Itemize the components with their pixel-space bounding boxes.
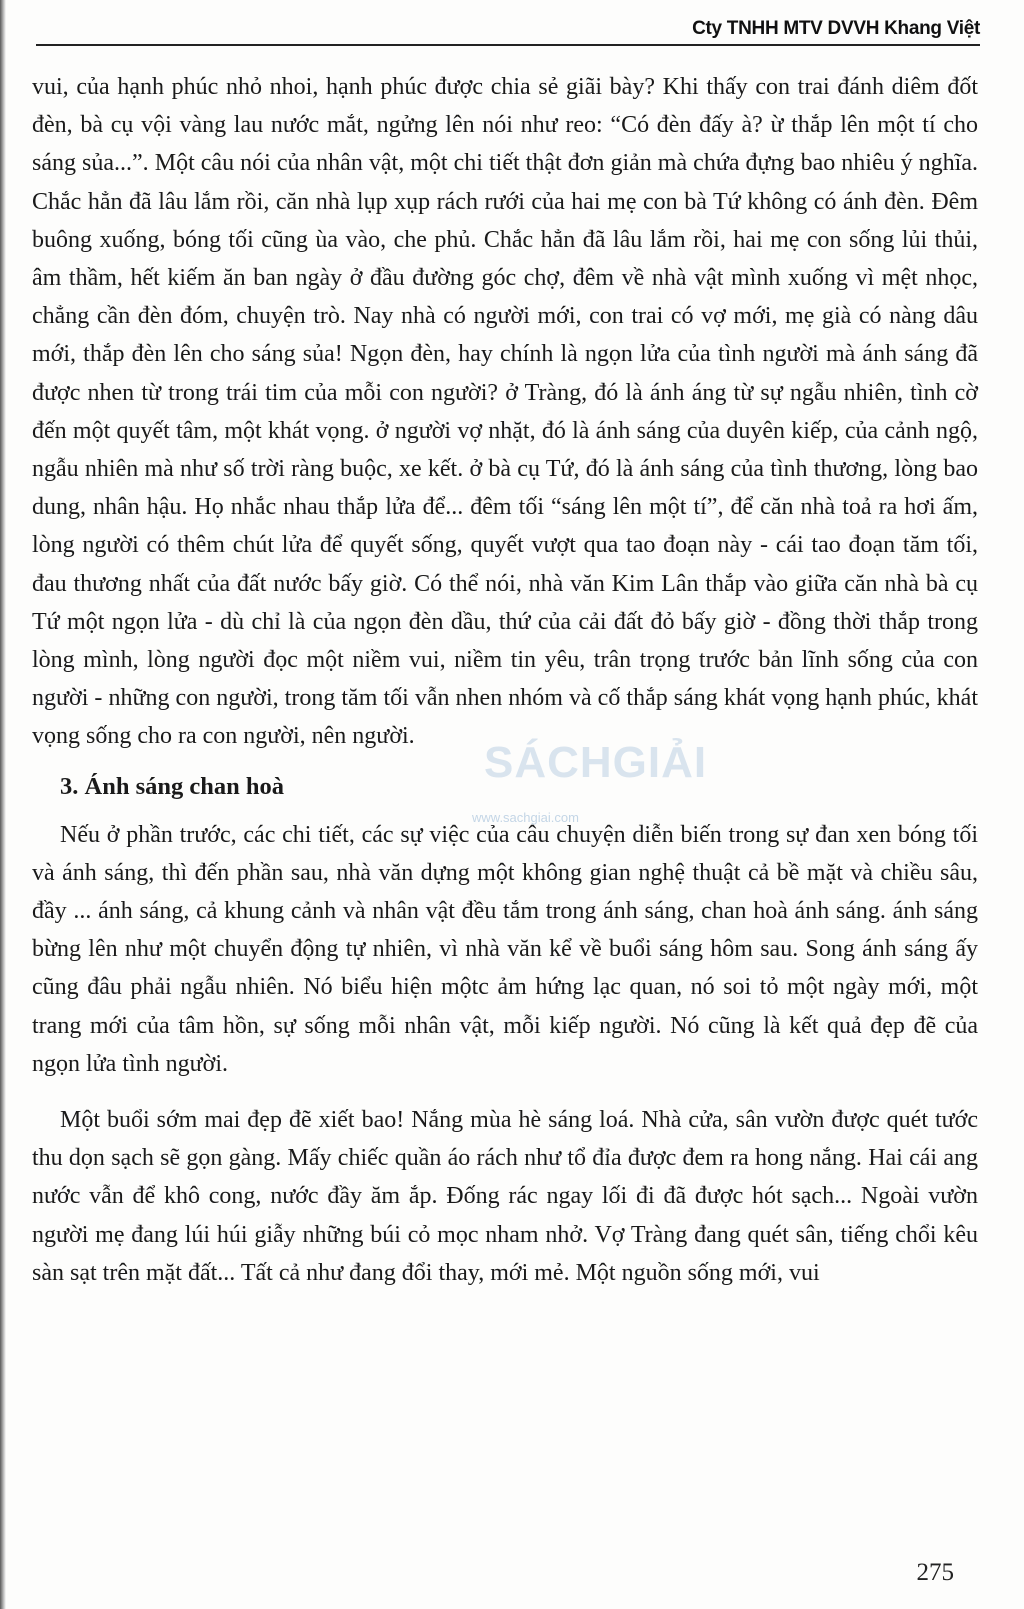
publisher-name: Cty TNHH MTV DVVH Khang Việt bbox=[692, 18, 980, 39]
section-heading: 3. Ánh sáng chan hoà bbox=[60, 772, 284, 800]
watermark-url: www.sachgiai.com bbox=[472, 810, 579, 825]
page-number: 275 bbox=[916, 1559, 954, 1586]
page-body bbox=[32, 68, 978, 1292]
body-paragraph-1: vui, của hạnh phúc nhỏ nhoi, hạnh phúc được chia sẻ giãi bày? Khi thấy con trai đánh diêm đốt đèn, bà cụ vội vàng lau nước mắt, ngửng lên nói như reo: “Có đèn đấy à? ừ thắp lên một tí cho sáng sủa...”. Một câu nói của nhân vật, một chi tiết thật đơn giản mà chứa đựng bao nhiêu ý nghĩa. Chắc hẳn đã lâu lắm rồi, căn nhà lụp xụp rách rưới của hai mẹ con bà Tứ không có ánh đèn. Đêm buông xuống, bóng tối cũng ùa vào, che phủ. Chắc hẳn đã lâu lắm rồi, hai mẹ con sống lủi thủi, âm thầm, hết kiếm ăn ban ngày ở đầu đường góc chợ, đêm về nhà vật mình xuống vì mệt nhọc, chẳng cần đèn đóm, chuyện trò. Nay nhà có người mới, con trai có vợ mới, mẹ già có nàng dâu mới, thắp đèn lên cho sáng sủa! Ngọn đèn, hay chính là ngọn lửa của tình người mà ánh sáng đã được nhen từ trong trái tim của mỗi con người? ở Tràng, đó là ánh áng từ sự ngẫu nhiên, tình cờ đến một quyết tâm, một khát vọng. ở người vợ nhặt, đó là ánh sáng của duyên kiếp, của cảnh ngộ, ngẫu nhiên mà như số trời ràng buộc, xe kết. ở bà cụ Tứ, đó là ánh sáng của tình thương, lòng bao dung, nhân hậu. Họ nhắc nhau thắp lửa để... đêm tối “sáng lên một tí”, để căn nhà toả ra hơi ấm, lòng người có thêm chút lửa để quyết sống, quyết vượt qua tao đoạn này - cái tao đoạn tăm tối, đau thương nhất của đất nước bấy giờ. Có thể nói, nhà văn Kim Lân thắp vào giữa căn nhà bà cụ Tứ một ngọn lửa - dù chỉ là của ngọn đèn dầu, thứ của cải đất đỏ bấy giờ - đồng thời thắp trong lòng mình, lòng người đọc một niềm vui, niềm tin yêu, trân trọng trước bản lĩnh sống của con người - những con người, trong tăm tối vẫn nhen nhóm và cố thắp sáng khát vọng hạnh phúc, khát vọng sống cho ra con người, nên người. bbox=[32, 74, 978, 750]
page-binding-shadow bbox=[0, 0, 6, 1609]
body-paragraph-3: Một buổi sớm mai đẹp đẽ xiết bao! Nắng mùa hè sáng loá. Nhà cửa, sân vườn được quét tước thu dọn sạch sẽ gọn gàng. Mấy chiếc quần áo rách như tổ đỉa được đem ra hong nắng. Hai cái ang nước vẫn để khô cong, nước đầy ăm ắp. Đống rác ngay lối đi đã được hót sạch... Ngoài vườn người mẹ đang lúi húi giẫy những búi cỏ mọc nham nhở. Vợ Tràng đang quét sân, tiếng chổi kêu sàn sạt trên mặt đất... Tất cả như đang đổi thay, mới mẻ. Một nguồn sống mới, vui bbox=[32, 1107, 978, 1286]
paragraph-gap bbox=[32, 1083, 978, 1101]
running-header bbox=[36, 14, 980, 46]
watermark-logo: SÁCHGIẢI bbox=[484, 738, 708, 787]
body-paragraph-2: Nếu ở phần trước, các chi tiết, các sự việc của câu chuyện diễn biến trong sự đan xen bóng tối và ánh sáng, thì đến phần sau, nhà văn dựng một không gian nghệ thuật cả bề mặt và chiều sâu, đầy ... ánh sáng, cả khung cảnh và nhân vật đều tắm trong ánh sáng, chan hoà ánh sáng. ánh sáng bừng lên như một chuyển động tự nhiên, vì nhà văn kể về buổi sáng hôm sau. Song ánh sáng ấy cũng đâu phải ngẫu nhiên. Nó biểu hiện mộtc ảm hứng lạc quan, nó soi tỏ một ngày mới, một trang mới của tâm hồn, sự sống mỗi nhân vật, mỗi kiếp người. Nó cũng là kết quả đẹp đẽ của ngọn lửa tình người. bbox=[32, 821, 978, 1077]
